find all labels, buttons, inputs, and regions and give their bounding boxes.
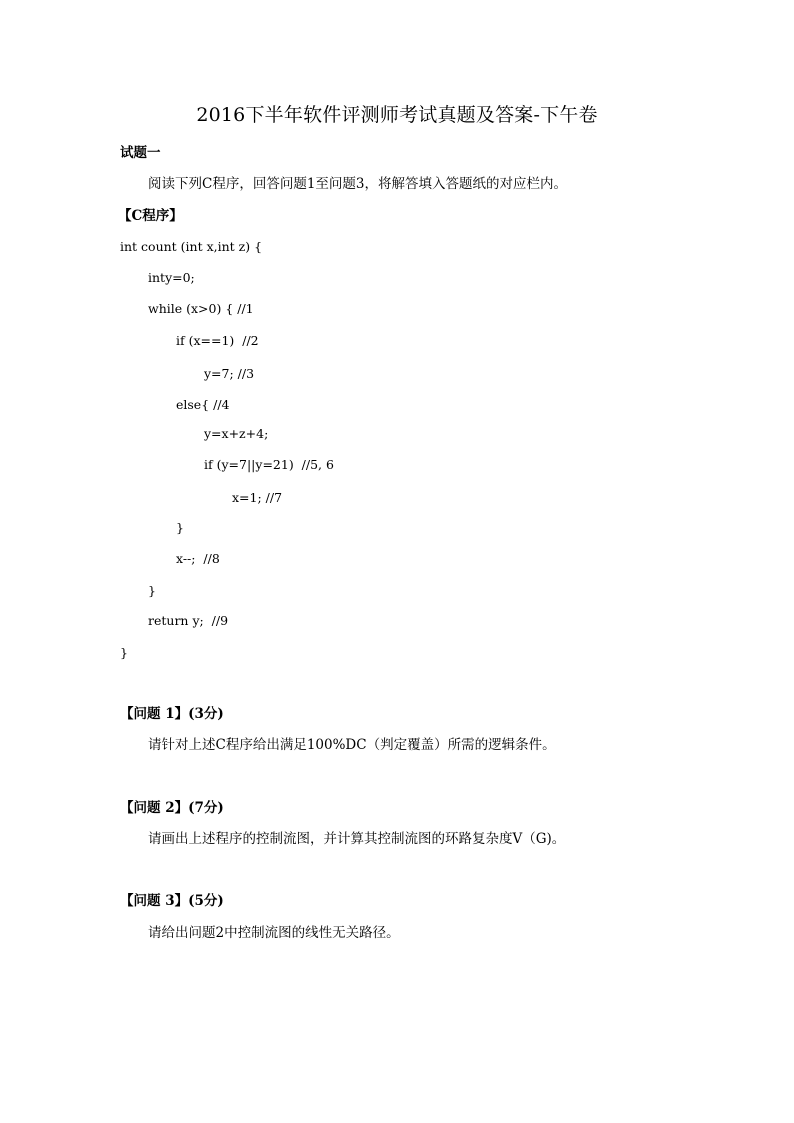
code-line: } — [148, 583, 156, 598]
intro-paragraph: 阅读下列C程序，回答问题1至问题3，将解答填入答题纸的对应栏内。 — [148, 176, 568, 192]
code-line: int count (int x,int z) { — [120, 239, 263, 254]
question-3-text: 请给出问题2中控制流图的线性无关路径。 — [148, 925, 400, 941]
code-heading: 【C程序】 — [118, 208, 183, 224]
code-line: if (y=7||y=21) //5, 6 — [204, 457, 334, 472]
code-line: while (x>0) { //1 — [148, 301, 254, 316]
code-line: y=7; //3 — [204, 366, 255, 381]
code-line: else{ //4 — [176, 397, 230, 412]
document-title: 2016下半年软件评测师考试真题及答案-下午卷 — [196, 104, 598, 126]
question-2-heading: 【问题 2】(7分) — [120, 800, 224, 816]
code-line: } — [176, 520, 184, 535]
question-set-heading: 试题一 — [120, 145, 161, 161]
code-line: if (x==1) //2 — [176, 333, 259, 348]
question-2-text: 请画出上述程序的控制流图，并计算其控制流图的环路复杂度V（G)。 — [148, 831, 566, 847]
code-line: return y; //9 — [148, 613, 229, 628]
code-line: x--; //8 — [176, 551, 220, 566]
code-line: } — [120, 645, 128, 660]
code-line: y=x+z+4; — [204, 426, 269, 441]
code-line: x=1; //7 — [232, 490, 283, 505]
question-3-heading: 【问题 3】(5分) — [120, 893, 224, 909]
question-1-text: 请针对上述C程序给出满足100%DC（判定覆盖）所需的逻辑条件。 — [148, 737, 556, 753]
question-1-heading: 【问题 1】(3分) — [120, 706, 224, 722]
code-line: inty=0; — [148, 270, 195, 285]
